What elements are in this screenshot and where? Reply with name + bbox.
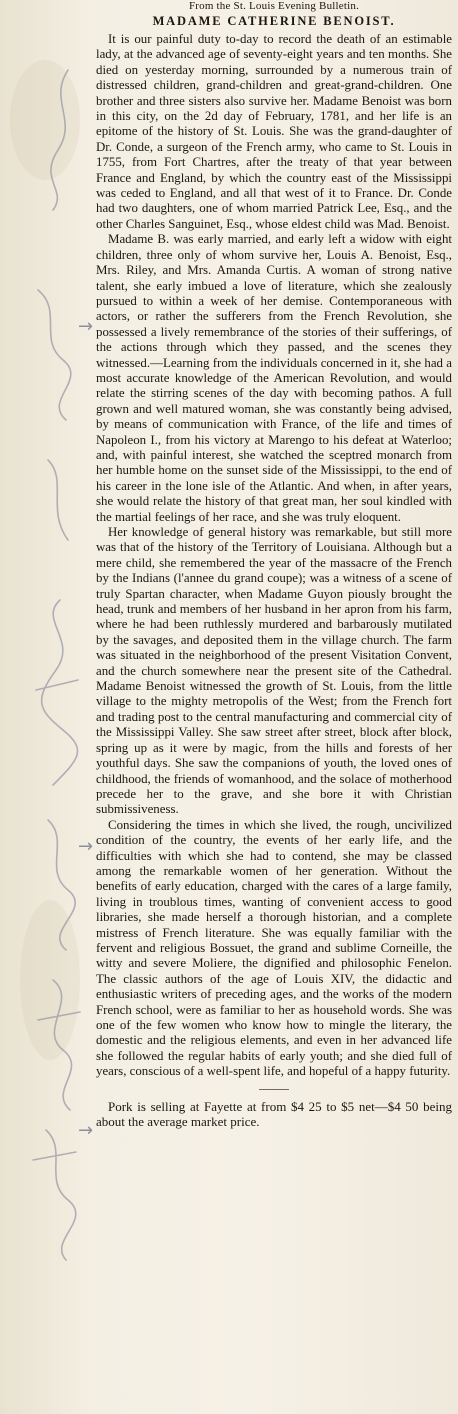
paper-stain [20, 900, 80, 1060]
paper-stain [10, 60, 80, 180]
article-paragraph: Considering the times in which she lived, the rough, uncivilized condition of the country, the events of her early life, and the difficulties with which she had to contend, she may be classed among the remarkable women of her generation. Without the benefits of early education, charged with the cares of a large family, living in troublous times, wanting of convenient access to good libraries, she made herself a thorough historian, and a complete mistress of French literature. She was equally familiar with the fervent and religious Bossuet, the grand and sublime Corneille, the witty and severe Moliere, the dignified and philosophic Fenelon. The classic authors of the age of Louis XIV, the didactic and enthusiastic writers of preceding ages, and the works of the modern French school, were as familiar to her as household words. She was one of the few women who know how to mingle the literary, the domestic and the religious elements, and even in her advanced life she followed the regular habits of early youth; and she died full of years, conscious of a well-spent life, and hopeful of a happy futurity. [96, 817, 452, 1079]
article-paragraph: Madame B. was early married, and early left a widow with eight children, three only of whom survive her, Louis A. Benoist, Esq., Mrs. Riley, and Mrs. Amanda Curtis. A woman of strong native talent, she early imbued a love of literature, which she zealously pursued to within a week of her demise. Contemporaneous with actors, or rather the sufferers from the French Revolution, she possessed a lively remembrance of the stories of their sufferings, of the actions through which they passed, and the scenes they witnessed.—Learning from the individuals concerned in it, she had a most accurate knowledge of the American Revolution, and would relate the stirring scenes of the day with becoming pathos. A full grown and well matured woman, she was constantly being advised, by means of communication with France, of the life and times of Napoleon I., from his victory at Marengo to his defeat at Waterloo; and, with painful interest, she watched the sceptred monarch from her humble home on the sunset side of the Mississippi, to the end of his career in the lone isle of the Atlantic. And when, in after years, she would relate the history of that great man, her soul kindled with the martial feelings of her race, and she was truly eloquent. [96, 232, 452, 524]
article-paragraph: It is our painful duty to-day to record the death of an estimable lady, at the advanced age of seventy-eight years and ten months. She died on yesterday morning, surrounded by a numerous train of distressed children, grand-children and great-grand-children. One brother and three sisters also survive her. Madame Benoist was born in this city, on the 2d day of February, 1781, and her life is an epitome of the history of St. Louis. She was the grand-daughter of Dr. Conde, a surgeon of the French army, who came to St. Louis in 1755, from Fort Chartres, after the treaty of that year between France and England, by which the country east of the Mississippi was ceded to England, and all that west of it to France. Dr. Conde had two daughters, one of whom married Patrick Lee, Esq., and the other Charles Sanguinet, Esq., whose eldest child was Mad. Benoist. [96, 32, 452, 231]
arrow-annotation-icon: → [78, 1120, 94, 1141]
newspaper-clipping [96, 0, 452, 1414]
article-paragraph: Her knowledge of general history was remarkable, but still more was that of the history of the Territory of Louisiana. Although but a mere child, she remembered the year of the massacre of the French by the Indians (l'annee du grand coupe); was a witness of a scene of truly Spartan character, when Madame Guyon piously brought the head, trunk and members of her husband in her apron from his farm, where he had been ruthlessly murdered and barbarously mutilated by the savages, and deposited them in the village church. The farm was situated in the neighborhood of the present Visitation Convent, and the church somewhere near the present site of the Cathedral. Madame Benoist witnessed the growth of St. Louis, from the little village to the mighty metropolis of the West; from the French fort and trading post to the central manufacturing and commercial city of the Mississippi Valley. She saw street after street, block after block, spring up as it were by magic, from the hills and forests of her youthful days. She saw the companions of youth, the loved ones of childhood, the friends of womanhood, and the solace of motherhood precede her to the grave, and she bore it with Christian submissiveness. [96, 525, 452, 817]
headline: MADAME CATHERINE BENOIST. [152, 14, 396, 28]
arrow-annotation-icon: → [78, 836, 94, 857]
source-line: From the St. Louis Evening Bulletin. [188, 0, 360, 12]
market-note: Pork is selling at Fayette at from $4 25 to $5 net—$4 50 being about the average market price. [96, 1098, 452, 1130]
arrow-annotation-icon: → [78, 316, 94, 337]
divider-rule [259, 1089, 289, 1090]
handwritten-margin-note [8, 40, 100, 1290]
